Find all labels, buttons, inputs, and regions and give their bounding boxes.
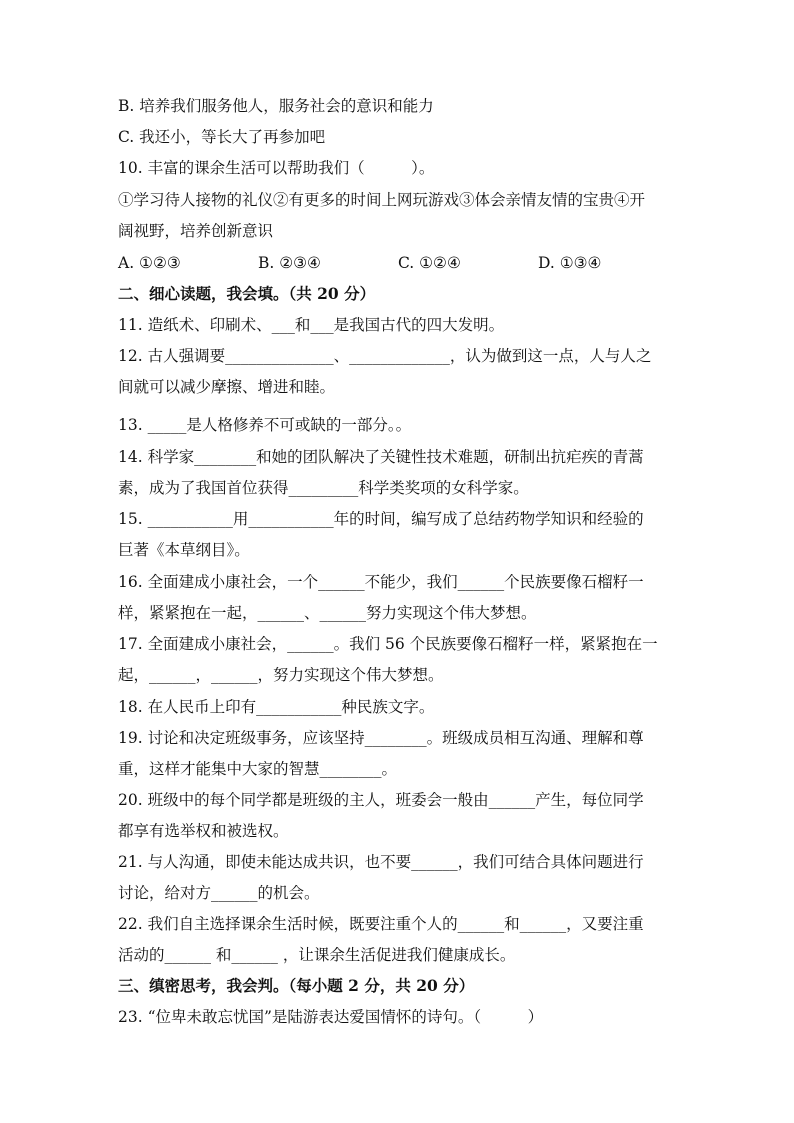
- q19: 19. 讨论和决定班级事务，应该坚持________。班级成员相互沟通、理解和尊: [118, 729, 644, 747]
- q15: 15. ___________用___________年的时间，编写成了总结药物学知识和经验的: [118, 510, 644, 528]
- section-2-heading: 二、细心读题，我会填。（共 20 分）: [118, 284, 376, 303]
- q16: 16. 全面建成小康社会，一个______不能少，我们______个民族要像石榴籽一: [118, 573, 644, 591]
- q18: 18. 在人民币上印有___________种民族文字。: [118, 698, 435, 716]
- q12-cont: 间就可以减少摩擦、增进和睦。: [118, 378, 336, 396]
- q10-option-d: D. ①③④: [538, 254, 602, 272]
- q16-cont: 样，紧紧抱在一起，______、______努力实现这个伟大梦想。: [118, 604, 537, 622]
- q10-option-a: A. ①②③: [118, 254, 181, 272]
- q20: 20. 班级中的每个同学都是班级的主人，班委会一般由______产生，每位同学: [118, 791, 644, 809]
- q23: 23. “位卑未敢忘忧国”是陆游表达爱国情怀的诗句。（ ）: [118, 1008, 544, 1026]
- q22-cont: 活动的______ 和______ ，让课余生活促进我们健康成长。: [118, 946, 516, 964]
- q17-cont: 起，______，______，努力实现这个伟大梦想。: [118, 666, 444, 684]
- q13: 13. _____是人格修养不可或缺的一部分。。: [118, 416, 412, 434]
- section-3-heading: 三、缜密思考，我会判。（每小题 2 分，共 20 分）: [118, 976, 475, 995]
- q9-option-b: B. 培养我们服务他人，服务社会的意识和能力: [118, 97, 434, 115]
- q15-cont: 巨著《本草纲目》。: [118, 541, 250, 559]
- q10-statements-cont: 阔视野，培养创新意识: [118, 222, 274, 240]
- q10-statements: ①学习待人接物的礼仪②有更多的时间上网玩游戏③体会亲情友情的宝贵④开: [118, 191, 646, 209]
- q9-option-c: C. 我还小，等长大了再参加吧: [118, 128, 326, 146]
- q10-stem: 10. 丰富的课余生活可以帮助我们（ ）。: [118, 159, 435, 177]
- q19-cont: 重，这样才能集中大家的智慧________。: [118, 760, 398, 778]
- q17: 17. 全面建成小康社会，______。我们 56 个民族要像石榴籽一样，紧紧抱在一: [118, 635, 658, 653]
- q12: 12. 古人强调要______________、_____________，认为做到这一点，人与人之: [118, 347, 652, 365]
- q10-option-c: C. ①②④: [398, 254, 461, 272]
- q20-cont: 都享有选举权和被选权。: [118, 822, 289, 840]
- q11: 11. 造纸术、印刷术、___和___是我国古代的四大发明。: [118, 316, 505, 334]
- q21: 21. 与人沟通，即使未能达成共识，也不要______，我们可结合具体问题进行: [118, 853, 644, 871]
- q10-option-b: B. ②③④: [258, 254, 321, 272]
- q14-cont: 素，成为了我国首位获得_________科学类奖项的女科学家。: [118, 479, 529, 497]
- q10-options: [118, 253, 678, 273]
- q22: 22. 我们自主选择课余生活时候，既要注重个人的______和______，又要注重: [118, 915, 644, 933]
- q21-cont: 讨论，给对方______的机会。: [118, 884, 320, 902]
- q14: 14. 科学家________和她的团队解决了关键性技术难题，研制出抗疟疾的青蒿: [118, 448, 644, 466]
